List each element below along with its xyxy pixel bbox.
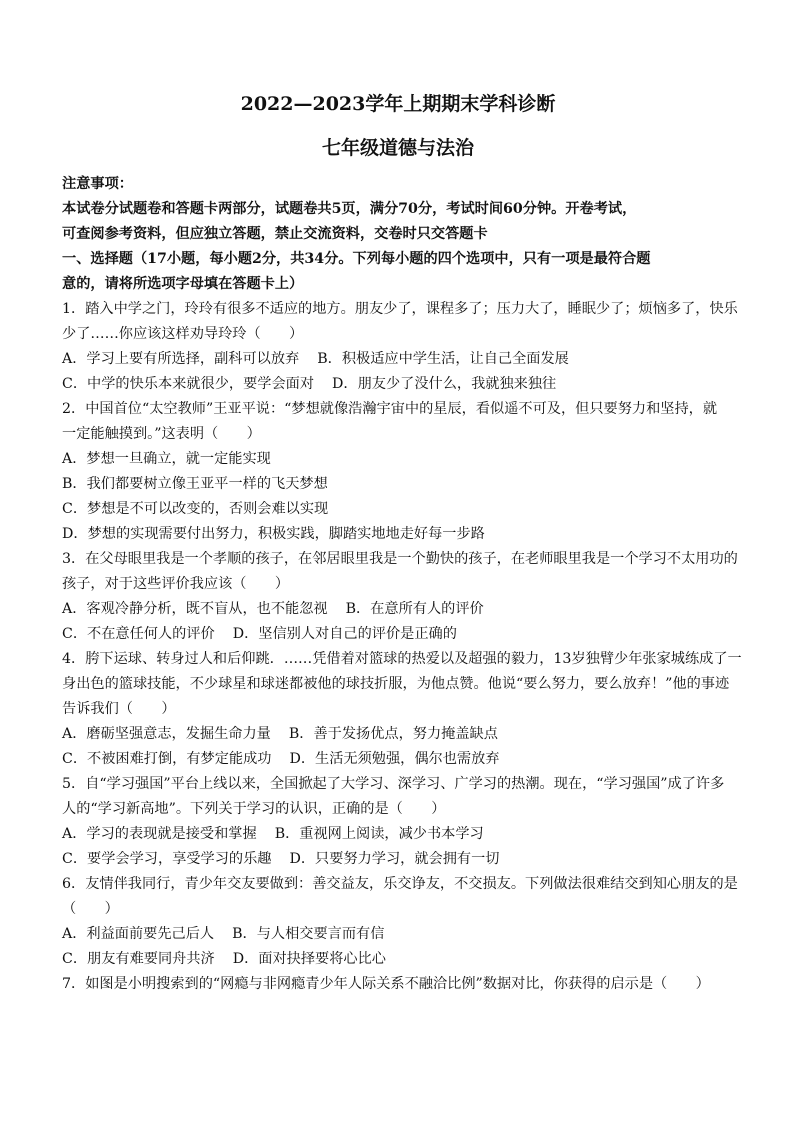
- question-stem: （ ）: [62, 901, 119, 917]
- notice-line: 可查阅参考资料，但应独立答题，禁止交流资料，交卷时只交答题卡: [62, 226, 488, 242]
- option-a: A．客观冷静分析，既不盲从，也不能忽视: [62, 601, 328, 617]
- option-c: C．要学会学习，享受学习的乐趣: [62, 851, 272, 867]
- question-stem: 3．在父母眼里我是一个孝顺的孩子，在邻居眼里我是一个勤快的孩子，在老师眼里我是一个学习不太用功的: [62, 551, 738, 567]
- option-b: B．积极适应中学生活，让自己全面发展: [317, 351, 569, 367]
- question-stem: 一定能触摸到。”这表明（ ）: [62, 426, 261, 442]
- option-c: C．中学的快乐本来就很少，要学会面对: [62, 376, 315, 392]
- question-stem: 6．友情伴我同行，青少年交友要做到：善交益友，乐交诤友，不交损友。下列做法很难结交到知心朋友的是: [62, 876, 738, 892]
- question-stem: 身出色的篮球技能，不少球星和球迷都被他的球技折服，为他点赞。他说“要么努力，要么放弃！”他的事迹: [62, 676, 730, 692]
- question-stem: 7．如图是小明搜索到的“网瘾与非网瘾青少年人际关系不融洽比例”数据对比，你获得的启示是（ ）: [62, 976, 710, 992]
- option-c: C．不在意任何人的评价: [62, 626, 215, 642]
- question-stem: 1．踏入中学之门，玲玲有很多不适应的地方。朋友少了，课程多了；压力大了，睡眠少了；烦恼多了，快乐: [62, 301, 738, 317]
- option-row: [62, 922, 734, 947]
- option-d: D．朋友少了没什么，我就独来独往: [332, 376, 557, 392]
- option-row: [62, 747, 734, 772]
- exam-page: [62, 92, 742, 997]
- option-a: A．学习上要有所选择，副科可以放弃: [62, 351, 300, 367]
- question-stem: 人的“学习新高地”。下列关于学习的认识，正确的是（ ）: [62, 801, 446, 817]
- option-c: C．不被困难打倒，有梦定能成功: [62, 751, 272, 767]
- option-row: [62, 847, 734, 872]
- question-stem: 孩子，对于这些评价我应该（ ）: [62, 576, 290, 592]
- option-row: [62, 947, 734, 972]
- option-b: B．重视网上阅读，减少书本学习: [274, 826, 484, 842]
- section-heading: 一、选择题（17小题，每小题2分，共34分。下列每小题的四个选项中，只有一项是最符合题: [62, 251, 651, 267]
- option-d: D．生活无须勉强，偶尔也需放弃: [289, 751, 500, 767]
- option-d: D．面对抉择要将心比心: [232, 951, 386, 967]
- question-stem: 5．自“学习强国”平台上线以来，全国掀起了大学习、深学习、广学习的热潮。现在，“学习强国”成了许多: [62, 776, 725, 792]
- option-b: B．与人相交要言而有信: [232, 926, 385, 942]
- option-row: [62, 622, 734, 647]
- page-subtitle: 七年级道德与法治: [321, 137, 474, 159]
- option-row: [62, 372, 734, 397]
- option-a: A．利益面前要先己后人: [62, 926, 215, 942]
- option-d: D．只要努力学习，就会拥有一切: [289, 851, 500, 867]
- question-stem: 4．胯下运球、转身过人和后仰跳．……凭借着对篮球的热爱以及超强的毅力，13岁独臂少年张家城练成了一: [62, 651, 742, 667]
- question-stem: 少了……你应该这样劝导玲玲（ ）: [62, 326, 304, 342]
- notice-line: 本试卷分试题卷和答题卡两部分，试题卷共5页，满分70分，考试时间60分钟。开卷考试，: [62, 201, 637, 217]
- option-d: D．梦想的实现需要付出努力，积极实践，脚踏实地地走好每一步路: [62, 526, 485, 542]
- section-heading: 意的，请将所选项字母填在答题卡上）: [62, 276, 304, 292]
- option-b: B．在意所有人的评价: [345, 601, 484, 617]
- page-title: 2022—2023学年上期期末学科诊断: [240, 93, 556, 115]
- option-b: B．善于发扬优点，努力掩盖缺点: [288, 726, 498, 742]
- option-c: C．梦想是不可以改变的，否则会难以实现: [62, 501, 329, 517]
- option-d: D．坚信别人对自己的评价是正确的: [232, 626, 457, 642]
- notice-heading: 注意事项：: [62, 176, 133, 192]
- option-row: [62, 347, 734, 372]
- option-a: A．磨砺坚强意志，发掘生命力量: [62, 726, 271, 742]
- option-a: A．梦想一旦确立，就一定能实现: [62, 451, 271, 467]
- question-stem: 2．中国首位“太空教师”王亚平说：“梦想就像浩瀚宇宙中的星辰，看似遥不可及，但只要努力和坚持，就: [62, 401, 718, 417]
- option-b: B．我们都要树立像王亚平一样的飞天梦想: [62, 476, 328, 492]
- option-c: C．朋友有难要同舟共济: [62, 951, 215, 967]
- option-row: [62, 597, 734, 622]
- question-stem: 告诉我们（ ）: [62, 701, 176, 717]
- option-row: [62, 822, 734, 847]
- option-row: [62, 722, 734, 747]
- option-a: A．学习的表现就是接受和掌握: [62, 826, 257, 842]
